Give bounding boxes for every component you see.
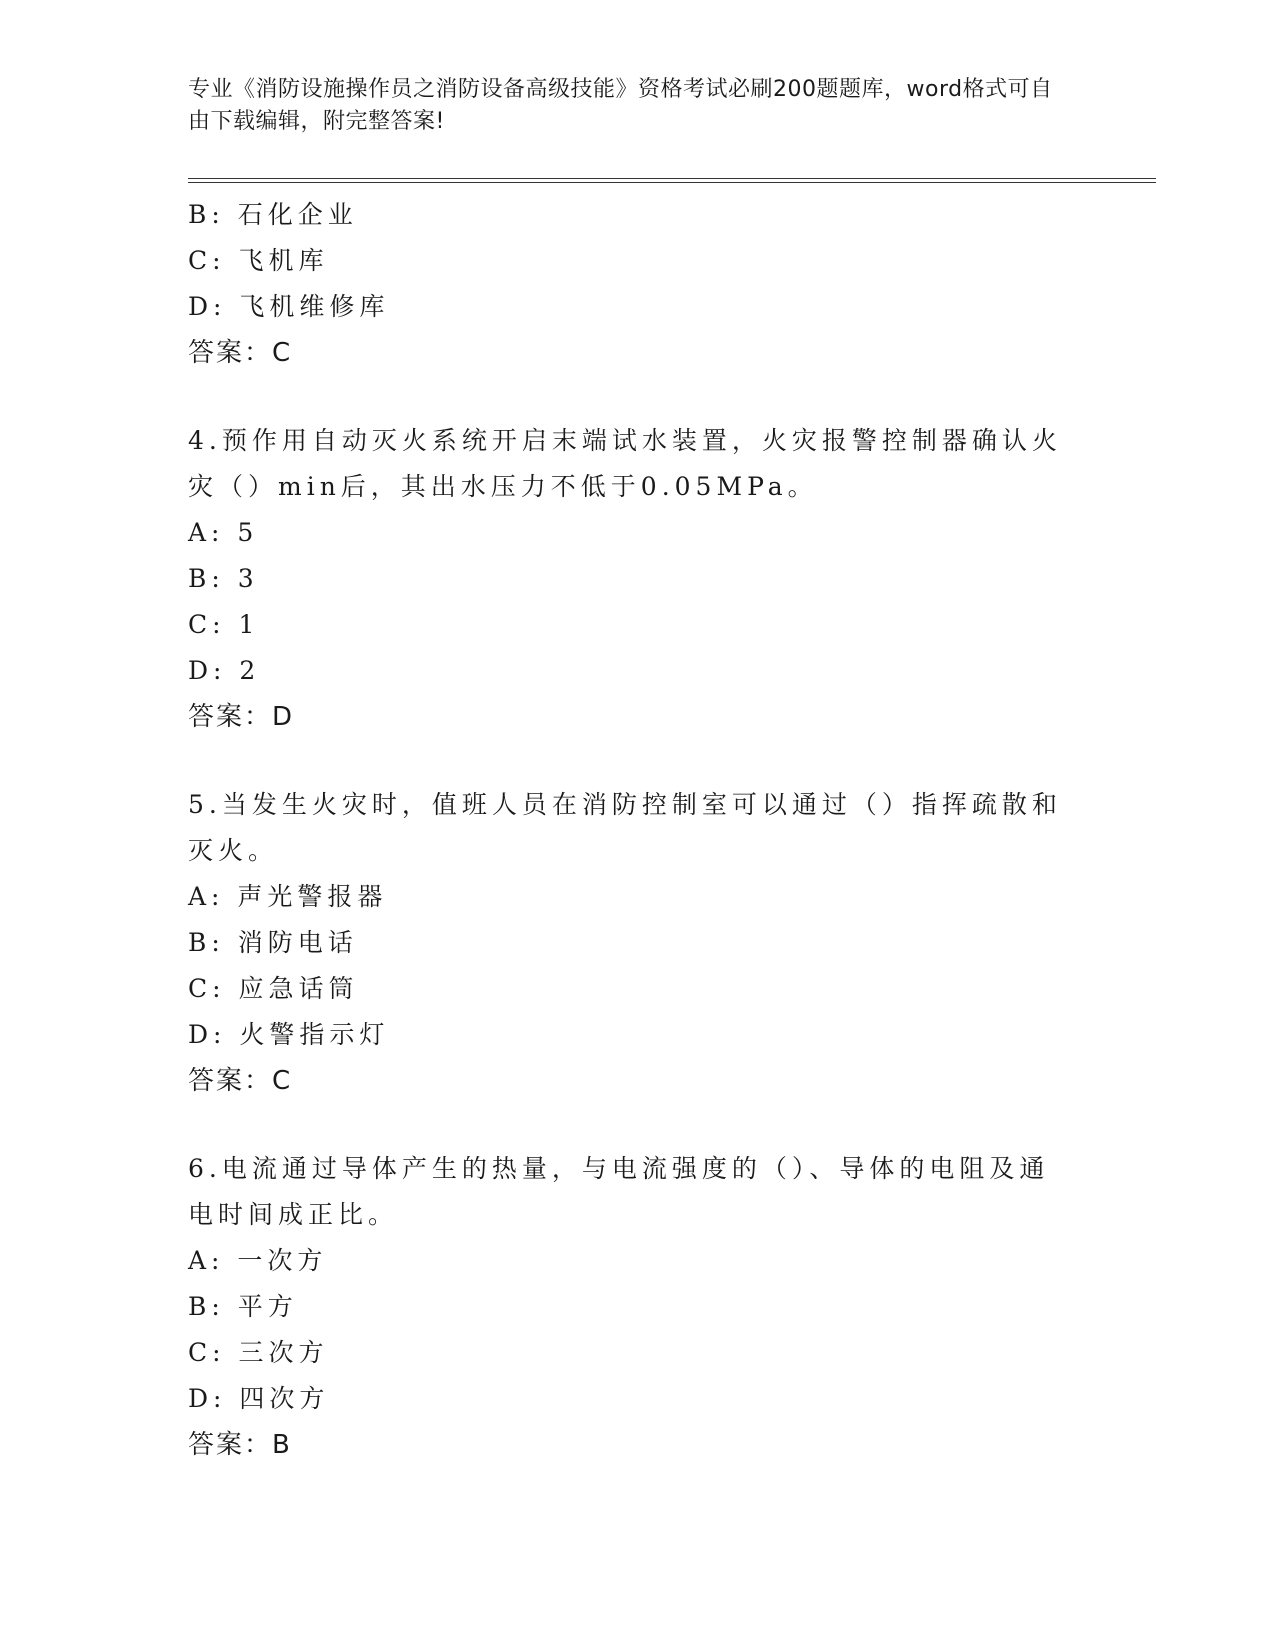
question-block-4 [188, 418, 1068, 740]
question-list [188, 192, 1068, 1468]
question-text: 5.当发生火灾时，值班人员在消防控制室可以通过（）指挥疏散和灭火。 [188, 790, 1062, 865]
question-text: 4.预作用自动灭火系统开启末端试水装置，火灾报警控制器确认火灾（）min后，其出水压力不低于0.05MPa。 [188, 426, 1062, 501]
question-text: 6.电流通过导体产生的热量，与电流强度的（）、导体的电阻及通电时间成正比。 [188, 1154, 1050, 1229]
page-header: 专业《消防设施操作员之消防设备高级技能》资格考试必刷200题题库，word格式可自由下载编辑，附完整答案! [188, 77, 1053, 134]
option-d: D: 2 [188, 656, 261, 685]
question-block-6 [188, 1146, 1068, 1468]
option-c: C: 飞机库 [188, 246, 329, 275]
option-d: D: 飞机维修库 [188, 292, 390, 321]
option-d: D: 四次方 [188, 1384, 330, 1413]
question-block-3 [188, 192, 1068, 376]
question-block-5 [188, 782, 1068, 1104]
option-b: B: 3 [188, 564, 259, 593]
answer-text: 答案：C [188, 1066, 293, 1096]
option-c: C: 1 [188, 610, 260, 639]
option-a: A: 一次方 [188, 1246, 328, 1275]
option-c: C: 应急话筒 [188, 974, 359, 1003]
option-b: B: 平方 [188, 1292, 298, 1321]
option-d: D: 火警指示灯 [188, 1020, 390, 1049]
answer-text: 答案：D [188, 702, 295, 732]
option-b: B: 消防电话 [188, 928, 358, 957]
option-a: A: 声光警报器 [188, 882, 388, 911]
option-a: A: 5 [188, 518, 259, 547]
option-c: C: 三次方 [188, 1338, 329, 1367]
header-divider [188, 178, 1156, 183]
option-b: B: 石化企业 [188, 200, 358, 229]
answer-text: 答案：C [188, 338, 293, 368]
answer-text: 答案：B [188, 1430, 292, 1460]
